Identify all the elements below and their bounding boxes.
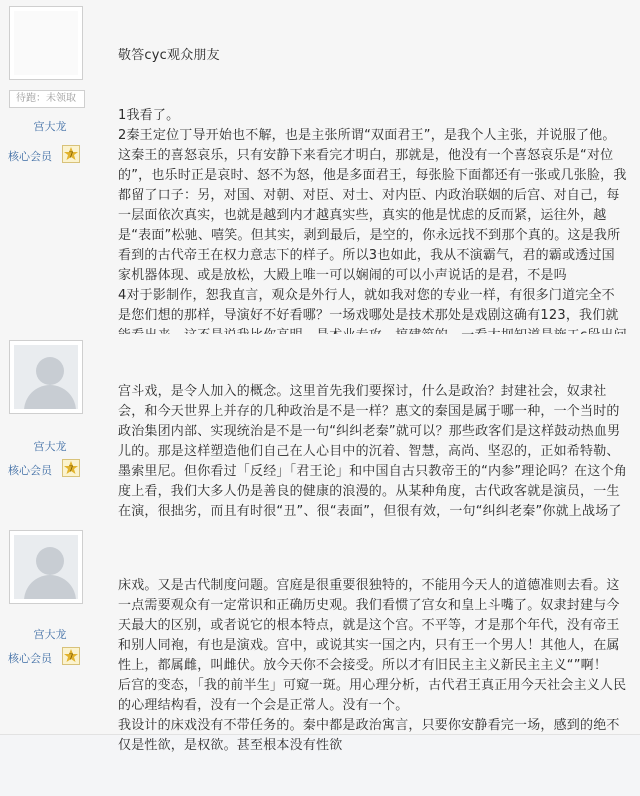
post-body: 1我看了。 2秦王定位丁导开始也不解，也是主张所谓“双面君王”，是我个人主张，并说服了他。这秦王的喜怒哀乐，只有安静下来看完才明白，那就是，他没有一个喜怒哀乐是“对位的”，也乐时正是哀时、怒不为怒，他是多面君王，每张脸下面都还有一张或几张脸，我都留了口子：另，对国、对朝、对臣、对士、对内臣、内政治联姻的后宫、对自己，每一层面依次真实，也就是越到内才越真实些，真实的他是忧虑的反而紧，运往外，越是“表面”松驰、嘻笑。但其实，剥到最后，是空的，你永远找不到那个真的。这是我所看到的古代帝王在权力意志下的样子。所以3也如此，我从不演霸气，君的霸或透过国家机器体现、或是放松，大殿上唯一可以娴闹的可以小声说话的是君，不是吗 4对于影制作，恕我直言，观众是外行人，就如我对您的专业一样，有很多门道完全不是您们想的那样，导演好不好看哪？一场戏哪处是技术那处是戏剧这确有123，我们就: [118, 108, 627, 323]
comment-post: [0, 520, 640, 753]
rank-button[interactable]: 待跑：未领取: [9, 90, 85, 108]
user-sidebar: [0, 0, 100, 334]
rank-badge-icon: [62, 459, 80, 477]
post-content: [118, 536, 628, 796]
svg-text:7: 7: [68, 150, 74, 160]
user-sidebar: [0, 520, 100, 734]
user-avatar[interactable]: [9, 530, 83, 604]
user-avatar[interactable]: [9, 340, 83, 414]
rank-badge-icon: [62, 145, 80, 163]
post-body: 宫斗戏，是令人加入的概念。这里首先我们要探讨，什么是政治？封建社会，奴隶社会，和今天世界上并存的几种政治是不是一样？惠文的秦国是属于哪一种，一个当时的政治集团内部、实现统治是不是一句“纠纠老秦”就可以？那些政客们是这样鼓动热血男儿的。那是这样塑造他们自己在人心目中的沉着、智慧，高尚、坚忍的，正如希特勒、墨索里尼。但你看过「反经」「君王论」和中国自古只教帝王的“内参”理论吗？在这个角度上看，我们大多人仍是善良的健康的浪漫的。从某种角度，古代政客就是演员，一生在演，很拙劣，而且有时很“丑”、很“表面”，但很有效，一句“纠纠老秦”你就上战场了: [118, 384, 627, 519]
comment-post: [0, 0, 640, 335]
svg-text:7: 7: [68, 652, 74, 662]
username[interactable]: 宫大龙: [33, 440, 67, 453]
username[interactable]: 宫大龙: [33, 120, 67, 133]
rank-badge-icon: [62, 647, 80, 665]
member-role: 核心会员: [8, 464, 52, 477]
username[interactable]: 宫大龙: [33, 628, 67, 641]
post-title: 敬答cyc观众朋友: [118, 48, 220, 63]
user-avatar[interactable]: [9, 6, 83, 80]
post-body: 床戏。又是古代制度问题。宫庭是很重要很独特的，不能用今天人的道德准则去看。这一点需要观众有一定常识和正确历史观。我们看惯了宫女和皇上斗嘴了。奴隶封建与今天最大的区别，或者说它的根本特点，就是这个宫。不平等，才是那个年代，没有帝王和别人同袍，有也是演戏。宫中，或说其实一国之内，只有王一个男人！其他人，在属性上，都属雌，叫雌伏。放今天你不会接受。所以才有旧民主主义新民主主义“”啊！ 后宫的变态，「我的前半生」可窥一斑。用心理分析，古代君王真正用今天社会主义人民的心理结构看，没有一个会是正常人。没有一个。 我设计的床戏没有不带任务的。秦中都是政治寓言，只要你安静看完一场，感到的绝不仅是性欲，是权欲。甚至根本没有性欲: [118, 578, 627, 753]
comment-post: [0, 334, 640, 521]
default-avatar-icon: [14, 535, 78, 599]
default-avatar-icon: [14, 345, 78, 409]
user-sidebar: [0, 334, 100, 520]
svg-text:7: 7: [68, 464, 74, 474]
member-role: 核心会员: [8, 150, 52, 163]
member-role: 核心会员: [8, 652, 52, 665]
